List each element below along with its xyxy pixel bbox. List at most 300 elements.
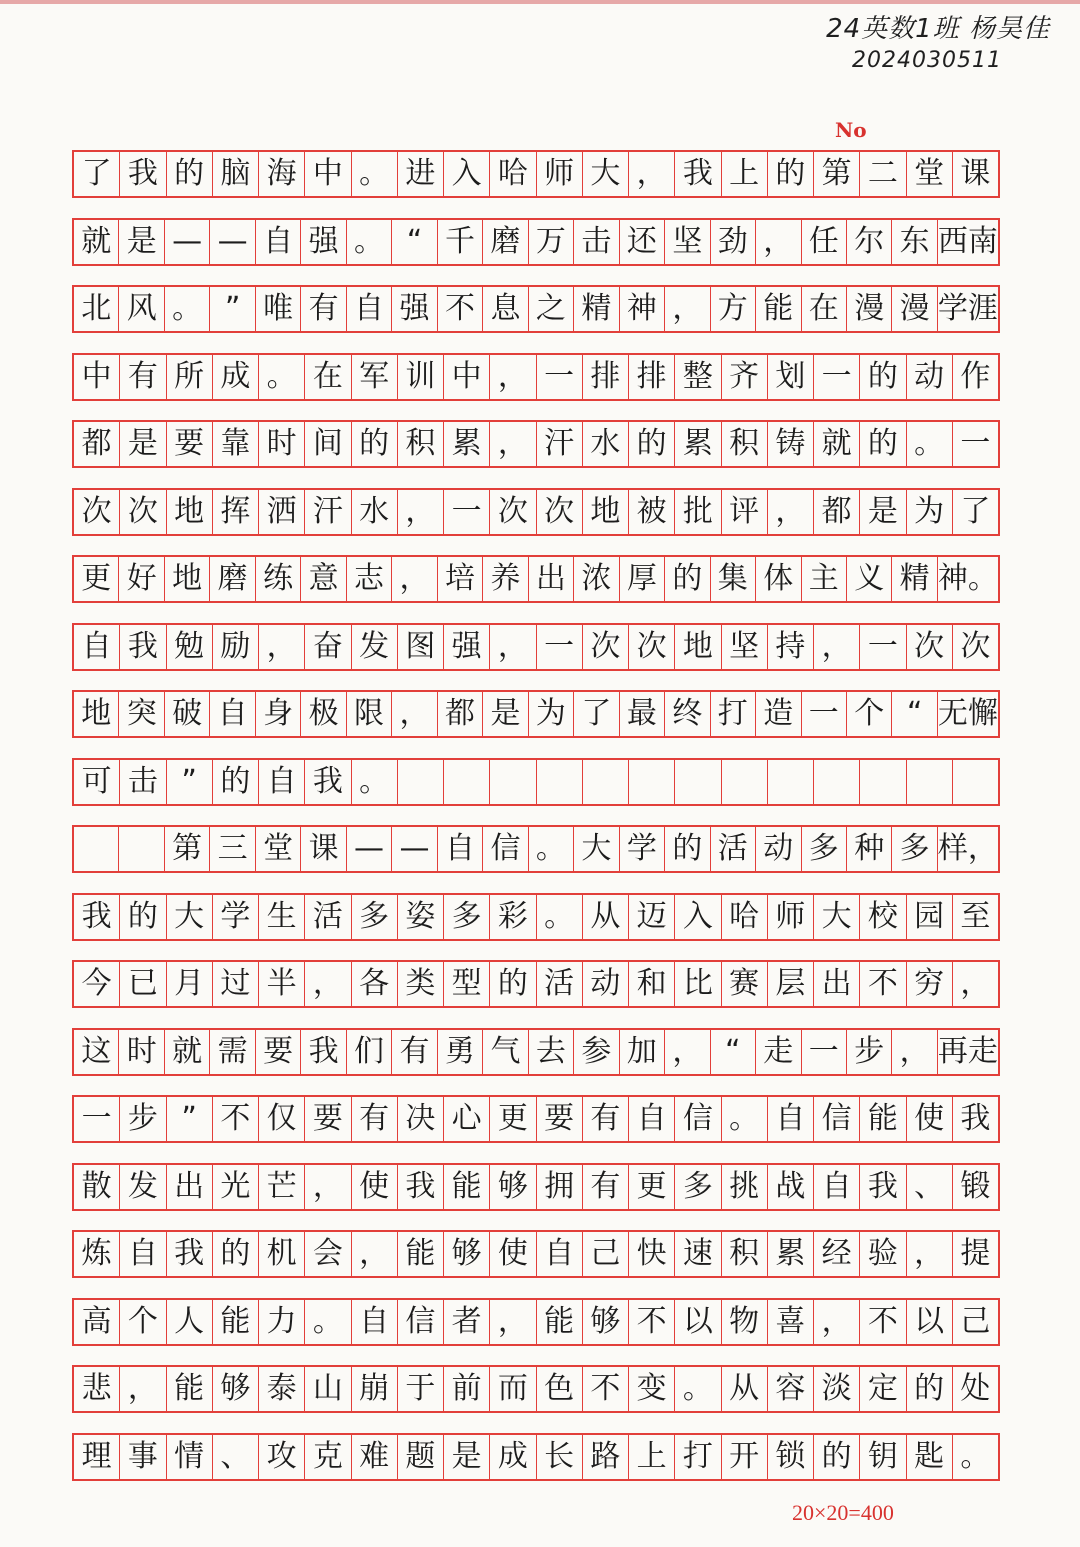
grid-cell: 泰 <box>258 1367 304 1411</box>
grid-cell: 西南 <box>937 220 998 264</box>
grid-cell: 课 <box>300 827 345 871</box>
grid-cell: 次 <box>81 493 112 529</box>
grid-cell: 要 <box>304 1097 350 1141</box>
grid-cell: 多 <box>801 827 846 871</box>
grid-cell: 能 <box>755 287 800 331</box>
grid-cell: 我 <box>952 1097 998 1141</box>
grid-cell: 入 <box>443 152 489 196</box>
grid-cell: — <box>164 220 209 264</box>
grid-cell <box>443 760 489 804</box>
grid-cell: 不 <box>582 1367 628 1411</box>
grid-cell: 活 <box>710 827 755 871</box>
grid-cell: 山 <box>304 1367 350 1411</box>
grid-cell: 划 <box>767 355 813 399</box>
grid-cell: 的 <box>212 760 258 804</box>
grid-cell: 就 <box>813 422 859 466</box>
grid-cell: 彩 <box>489 895 535 939</box>
grid-cell: 信 <box>813 1097 859 1141</box>
grid-row <box>72 353 1000 401</box>
grid-cell: 容 <box>767 1367 813 1411</box>
grid-cell: 姿 <box>397 895 443 939</box>
grid-cell: 、 <box>212 1435 258 1479</box>
grid-cell <box>582 760 628 804</box>
grid-cell: ， <box>664 1030 709 1074</box>
grid-cell: 发 <box>351 625 397 669</box>
grid-cell: 中 <box>304 152 350 196</box>
grid-cell: 个 <box>846 692 891 736</box>
grid-cell: ， <box>489 625 535 669</box>
grid-cell: 动 <box>755 827 800 871</box>
grid-cell: 不 <box>859 962 905 1006</box>
grid-cell: 的 <box>813 1435 859 1479</box>
grid-cell: 我 <box>119 152 165 196</box>
grid-cell: 成 <box>489 1435 535 1479</box>
grid-cell: 加 <box>619 1030 664 1074</box>
grid-cell: 物 <box>721 1300 767 1344</box>
grid-cell: 的 <box>664 827 709 871</box>
grid-cell: 我 <box>674 152 720 196</box>
grid-cell: 集 <box>710 557 755 601</box>
grid-cell: 训 <box>397 355 443 399</box>
grid-cell: ” <box>209 287 254 331</box>
grid-cell: 已 <box>119 962 165 1006</box>
grid-cell: 汗 <box>304 490 350 534</box>
grid-row <box>72 690 1000 738</box>
grid-cell: ， <box>391 557 436 601</box>
grid-cell: 以 <box>674 1300 720 1344</box>
class-and-name-label: 24英数1班 杨昊佳 <box>826 14 1050 44</box>
grid-cell: 可 <box>81 763 112 799</box>
grid-cell: 漫 <box>846 287 891 331</box>
grid-cell: ， <box>813 1300 859 1344</box>
grid-cell: ， <box>891 1030 936 1074</box>
grid-cell <box>906 760 952 804</box>
grid-cell <box>859 760 905 804</box>
grid-cell: 地 <box>166 490 212 534</box>
grid-cell: 而 <box>489 1367 535 1411</box>
grid-cell: 强 <box>300 220 345 264</box>
grid-cell <box>674 760 720 804</box>
grid-cell: 水 <box>351 490 397 534</box>
grid-cell: ， <box>952 962 998 1006</box>
grid-cell: 身 <box>255 692 300 736</box>
grid-cell: 自 <box>119 1232 165 1276</box>
grid-cell: “ <box>391 220 436 264</box>
grid-cell: 类 <box>397 962 443 1006</box>
grid-cell: 方 <box>710 287 755 331</box>
grid-cell: 持 <box>767 625 813 669</box>
grid-cell: 的 <box>489 962 535 1006</box>
grid-cell: 人 <box>166 1300 212 1344</box>
grid-cell: 时 <box>258 422 304 466</box>
grid-row <box>72 1365 1000 1413</box>
grid-cell: 会 <box>304 1232 350 1276</box>
grid-row <box>72 1230 1000 1278</box>
grid-cell: 自 <box>209 692 254 736</box>
grid-cell: ， <box>489 422 535 466</box>
grid-cell: 的 <box>166 152 212 196</box>
grid-cell: 累 <box>674 422 720 466</box>
grid-cell: 从 <box>582 895 628 939</box>
grid-cell: 者 <box>443 1300 489 1344</box>
grid-cell: 题 <box>397 1435 443 1479</box>
grid-cell: 在 <box>801 287 846 331</box>
grid-cell: — <box>391 827 436 871</box>
grid-cell: 打 <box>710 692 755 736</box>
grid-cell: 好 <box>118 557 163 601</box>
grid-cell <box>74 827 118 871</box>
grid-cell: 一 <box>536 355 582 399</box>
grid-cell: 使 <box>489 1232 535 1276</box>
grid-cell: 都 <box>437 692 482 736</box>
writing-grid <box>72 150 1000 1488</box>
grid-cell: 次 <box>536 490 582 534</box>
grid-cell: 使 <box>906 1097 952 1141</box>
grid-cell <box>118 827 163 871</box>
grid-row <box>72 218 1000 266</box>
grid-cell: 有 <box>300 287 345 331</box>
grid-cell: 挑 <box>721 1165 767 1209</box>
grid-cell: 一 <box>801 692 846 736</box>
grid-cell: 学 <box>212 895 258 939</box>
grid-cell: ， <box>304 1165 350 1209</box>
grid-cell: 击 <box>119 760 165 804</box>
grid-cell: 穷 <box>906 962 952 1006</box>
grid-cell: 更 <box>81 561 112 596</box>
grid-cell: 有 <box>391 1030 436 1074</box>
grid-cell: ， <box>304 962 350 1006</box>
grid-row <box>72 1298 1000 1346</box>
grid-cell: 上 <box>721 152 767 196</box>
grid-cell: 决 <box>397 1097 443 1141</box>
grid-cell: 于 <box>397 1367 443 1411</box>
grid-cell: 。 <box>351 760 397 804</box>
grid-cell: 次 <box>582 625 628 669</box>
grid-cell: 限 <box>346 692 391 736</box>
grid-cell <box>536 760 582 804</box>
grid-cell: 色 <box>536 1367 582 1411</box>
grid-cell: 中 <box>81 358 112 394</box>
grid-cell: 被 <box>628 490 674 534</box>
grid-cell: “ <box>891 692 936 736</box>
grid-row <box>72 1163 1000 1211</box>
grid-cell: 浓 <box>573 557 618 601</box>
grid-cell: 积 <box>397 422 443 466</box>
grid-cell: 尔 <box>846 220 891 264</box>
grid-cell: 积 <box>721 1232 767 1276</box>
grid-cell: 理 <box>81 1438 112 1474</box>
grid-cell: 从 <box>721 1367 767 1411</box>
grid-cell: 二 <box>859 152 905 196</box>
grid-cell: 。 <box>952 1435 998 1479</box>
grid-cell: 一 <box>81 1101 112 1136</box>
grid-cell: 养 <box>482 557 527 601</box>
grid-cell: 的 <box>906 1367 952 1411</box>
grid-cell: 哈 <box>489 152 535 196</box>
grid-cell: 芒 <box>258 1165 304 1209</box>
grid-cell: 光 <box>212 1165 258 1209</box>
grid-cell: 比 <box>674 962 720 1006</box>
grid-cell: 为 <box>528 692 573 736</box>
grid-cell: 处 <box>952 1367 998 1411</box>
grid-cell <box>628 760 674 804</box>
grid-cell: 厚 <box>619 557 664 601</box>
grid-cell: 去 <box>528 1030 573 1074</box>
grid-cell: 为 <box>906 490 952 534</box>
grid-cell: 自 <box>255 220 300 264</box>
grid-capacity-label: 20×20=400 <box>792 1500 894 1525</box>
grid-cell: 多 <box>443 895 489 939</box>
grid-cell: 能 <box>859 1097 905 1141</box>
grid-row <box>72 150 1000 198</box>
grid-cell: 的 <box>119 895 165 939</box>
grid-cell: 动 <box>582 962 628 1006</box>
grid-cell: 我 <box>119 625 165 669</box>
grid-cell: 变 <box>628 1367 674 1411</box>
grid-cell: 一 <box>813 355 859 399</box>
grid-cell: 更 <box>489 1097 535 1141</box>
grid-cell: 有 <box>119 355 165 399</box>
grid-cell: ， <box>119 1367 165 1411</box>
grid-row <box>72 420 1000 468</box>
grid-row <box>72 1028 1000 1076</box>
grid-cell: 更 <box>628 1165 674 1209</box>
grid-cell: 我 <box>81 898 112 934</box>
grid-cell: — <box>209 220 254 264</box>
grid-cell: 。 <box>164 287 209 331</box>
grid-cell: 破 <box>164 692 209 736</box>
grid-cell: 作 <box>952 355 998 399</box>
grid-cell: 前 <box>443 1367 489 1411</box>
grid-cell: 我 <box>166 1232 212 1276</box>
grid-cell: 的 <box>628 422 674 466</box>
grid-cell: 一 <box>536 625 582 669</box>
grid-cell: 体 <box>755 557 800 601</box>
grid-cell: ， <box>489 355 535 399</box>
grid-cell: 的 <box>767 152 813 196</box>
grid-cell: 磨 <box>482 220 527 264</box>
grid-cell: 仅 <box>258 1097 304 1141</box>
grid-cell: 次 <box>906 625 952 669</box>
grid-cell: 主 <box>801 557 846 601</box>
grid-cell: 。 <box>674 1367 720 1411</box>
grid-cell: 排 <box>628 355 674 399</box>
grid-cell: 都 <box>81 426 112 461</box>
grid-cell <box>767 760 813 804</box>
grid-cell: 发 <box>119 1165 165 1209</box>
grid-cell: 出 <box>528 557 573 601</box>
grid-cell <box>721 760 767 804</box>
grid-cell: 自 <box>536 1232 582 1276</box>
grid-cell: 堂 <box>255 827 300 871</box>
grid-cell: 水 <box>582 422 628 466</box>
grid-cell: 自 <box>81 628 112 664</box>
grid-cell: 自 <box>628 1097 674 1141</box>
grid-cell: 第 <box>164 827 209 871</box>
grid-cell: 的 <box>351 422 397 466</box>
grid-cell: 力 <box>258 1300 304 1344</box>
grid-cell: 就 <box>164 1030 209 1074</box>
page-number-label: No <box>835 118 867 142</box>
grid-cell: 累 <box>767 1232 813 1276</box>
grid-cell: 脑 <box>212 152 258 196</box>
grid-cell: 勇 <box>437 1030 482 1074</box>
grid-cell: 我 <box>859 1165 905 1209</box>
grid-cell: 强 <box>391 287 436 331</box>
grid-cell: 是 <box>118 220 163 264</box>
grid-cell: ， <box>755 220 800 264</box>
grid-cell: 淡 <box>813 1367 859 1411</box>
grid-cell: 漫 <box>891 287 936 331</box>
grid-cell: 崩 <box>351 1367 397 1411</box>
grid-cell: 不 <box>628 1300 674 1344</box>
grid-cell: 东 <box>891 220 936 264</box>
grid-cell: 是 <box>859 490 905 534</box>
grid-cell: 军 <box>351 355 397 399</box>
grid-cell: 钥 <box>859 1435 905 1479</box>
grid-cell: 信 <box>397 1300 443 1344</box>
grid-cell: 过 <box>212 962 258 1006</box>
grid-cell: 大 <box>582 152 628 196</box>
grid-row <box>72 285 1000 333</box>
grid-row <box>72 758 1000 806</box>
grid-cell: 励 <box>212 625 258 669</box>
grid-cell: 迈 <box>628 895 674 939</box>
grid-cell: 今 <box>81 966 112 1001</box>
grid-cell: 入 <box>674 895 720 939</box>
grid-cell: 情 <box>166 1435 212 1479</box>
grid-cell: 极 <box>300 692 345 736</box>
grid-cell: 千 <box>437 220 482 264</box>
grid-cell: 赛 <box>721 962 767 1006</box>
grid-cell: 的 <box>664 557 709 601</box>
grid-cell: — <box>346 827 391 871</box>
grid-cell: 长 <box>536 1435 582 1479</box>
grid-cell: 哈 <box>721 895 767 939</box>
grid-cell: 在 <box>304 355 350 399</box>
grid-cell: ， <box>489 1300 535 1344</box>
grid-cell: “ <box>710 1030 755 1074</box>
grid-cell: 学涯 <box>937 287 998 331</box>
grid-cell: ， <box>906 1232 952 1276</box>
grid-cell: 多 <box>891 827 936 871</box>
grid-cell <box>952 760 998 804</box>
grid-cell: 打 <box>674 1435 720 1479</box>
grid-cell: 够 <box>489 1165 535 1209</box>
grid-cell: 了 <box>573 692 618 736</box>
grid-row <box>72 623 1000 671</box>
grid-cell: ， <box>397 490 443 534</box>
grid-cell: 了 <box>952 490 998 534</box>
grid-cell: 各 <box>351 962 397 1006</box>
grid-cell: 型 <box>443 962 489 1006</box>
grid-cell: 验 <box>859 1232 905 1276</box>
grid-cell: 第 <box>813 152 859 196</box>
grid-cell: 地 <box>81 696 112 731</box>
grid-cell: 义 <box>846 557 891 601</box>
grid-cell: 走 <box>755 1030 800 1074</box>
grid-cell <box>489 760 535 804</box>
grid-cell: ” <box>166 760 212 804</box>
grid-cell: 这 <box>81 1033 112 1069</box>
grid-cell: 生 <box>258 895 304 939</box>
grid-row <box>72 825 1000 873</box>
grid-cell: 一 <box>443 490 489 534</box>
grid-cell: 不 <box>859 1300 905 1344</box>
grid-cell: 。 <box>721 1097 767 1141</box>
grid-cell: 。 <box>304 1300 350 1344</box>
grid-cell: 。 <box>536 895 582 939</box>
grid-row <box>72 893 1000 941</box>
grid-cell: 出 <box>813 962 859 1006</box>
grid-cell: ， <box>813 625 859 669</box>
grid-cell: 万 <box>528 220 573 264</box>
grid-cell: 息 <box>482 287 527 331</box>
grid-cell: 次 <box>489 490 535 534</box>
grid-cell: ， <box>258 625 304 669</box>
grid-cell: ， <box>391 692 436 736</box>
grid-cell: 活 <box>536 962 582 1006</box>
grid-cell: 再走 <box>937 1030 998 1074</box>
grid-cell: 月 <box>166 962 212 1006</box>
grid-cell: 是 <box>119 422 165 466</box>
grid-cell: 精 <box>891 557 936 601</box>
grid-cell: 提 <box>952 1232 998 1276</box>
grid-row <box>72 555 1000 603</box>
grid-cell: 需 <box>209 1030 254 1074</box>
grid-cell: 气 <box>482 1030 527 1074</box>
grid-cell: 自 <box>767 1097 813 1141</box>
grid-row <box>72 1433 1000 1481</box>
grid-cell: ， <box>767 490 813 534</box>
grid-cell: 半 <box>258 962 304 1006</box>
grid-cell: 强 <box>443 625 489 669</box>
grid-cell: ， <box>351 1232 397 1276</box>
grid-cell: 一 <box>952 422 998 466</box>
grid-cell: 神。 <box>937 557 998 601</box>
grid-row <box>72 488 1000 536</box>
grid-cell: 师 <box>536 152 582 196</box>
student-id-label: 2024030511 <box>852 48 1002 73</box>
grid-cell: 汗 <box>536 422 582 466</box>
grid-cell: 北 <box>81 291 112 326</box>
grid-cell: 克 <box>304 1435 350 1479</box>
grid-cell: 锻 <box>952 1165 998 1209</box>
grid-cell: 。 <box>351 152 397 196</box>
grid-cell: 有 <box>582 1165 628 1209</box>
grid-cell: 步 <box>846 1030 891 1074</box>
grid-cell: 大 <box>573 827 618 871</box>
grid-cell: 己 <box>952 1300 998 1344</box>
grid-cell: 悲 <box>81 1371 112 1406</box>
grid-cell: 自 <box>437 827 482 871</box>
grid-cell: 的 <box>859 422 905 466</box>
grid-cell: 中 <box>443 355 489 399</box>
grid-cell: 磨 <box>209 557 254 601</box>
grid-cell: 经 <box>813 1232 859 1276</box>
grid-cell: 三 <box>209 827 254 871</box>
grid-cell: 挥 <box>212 490 258 534</box>
paper-top-edge <box>0 0 1080 4</box>
grid-cell: 齐 <box>721 355 767 399</box>
grid-cell <box>397 760 443 804</box>
grid-cell: 地 <box>674 625 720 669</box>
grid-cell: 铸 <box>767 422 813 466</box>
grid-cell: 坚 <box>664 220 709 264</box>
grid-cell: 开 <box>721 1435 767 1479</box>
grid-cell: 步 <box>119 1097 165 1141</box>
grid-cell: 次 <box>628 625 674 669</box>
